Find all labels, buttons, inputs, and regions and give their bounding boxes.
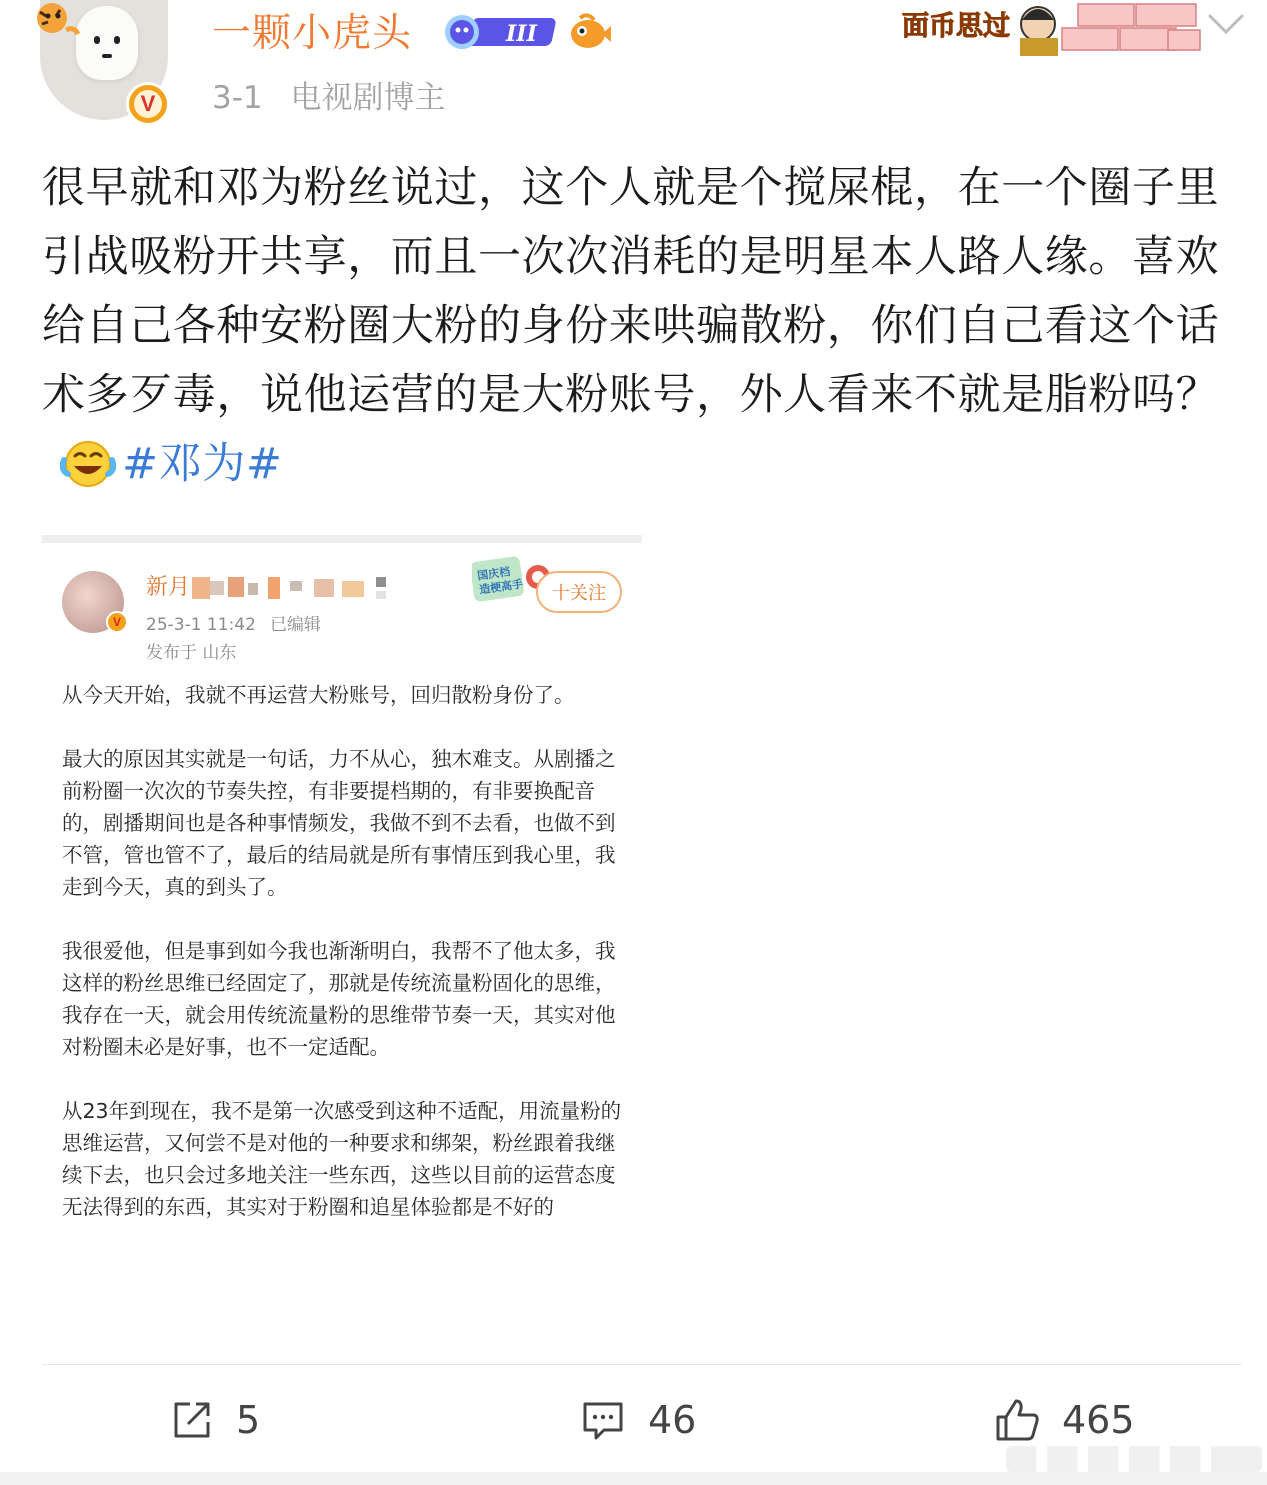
screenshot-verified-icon: V xyxy=(106,611,128,633)
author-role: 电视剧博主 xyxy=(290,80,446,116)
screenshot-timestamp: 25-3-1 11:42 已编辑 xyxy=(146,615,321,635)
post-meta xyxy=(212,76,446,120)
repost-count: 5 xyxy=(236,1398,261,1442)
verified-badge-icon: V xyxy=(126,82,170,126)
like-count: 465 xyxy=(1062,1398,1135,1442)
screenshot-paragraph: 我很爱他，但是事到如今我也渐渐明白，我帮不了他太多，我这样的粉丝思维已经固定了，那就是传统流量粉固化的思维，我存在一天，就会用传统流量粉的思维带节奏一天，其实对他对粉圈未必是好事，也不一定适配。 xyxy=(62,939,616,1059)
screenshot-paragraph: 从今天开始，我就不再运营大粉账号，回归散粉身份了。 xyxy=(62,683,575,707)
svg-text:III: III xyxy=(506,21,537,47)
screenshot-paragraph: 从23年到现在，我不是第一次感受到这种不适配，用流量粉的思维运营，又何尝不是对他的一种要求和绑架，粉丝跟着我继续下去，也只会过多地关注一些东西，这些以目前的运营态度无法得到的东西，其实对于粉圈和追星体验都是不好的 xyxy=(62,1099,622,1219)
svg-text:造梗高手: 造梗高手 xyxy=(478,578,524,597)
decoration-banner xyxy=(902,0,1202,56)
screenshot-body xyxy=(62,679,622,1255)
divider xyxy=(42,1364,1242,1365)
comment-count: 46 xyxy=(648,1398,697,1442)
tiger-decoration-icon xyxy=(30,0,82,40)
thumbs-up-icon xyxy=(994,1397,1040,1443)
money-stack-icon xyxy=(1018,0,1202,56)
fish-badge-icon xyxy=(568,12,612,52)
follow-button[interactable]: 十关注 xyxy=(536,571,622,613)
username[interactable]: 一颗小虎头 xyxy=(212,11,413,56)
embedded-screenshot[interactable] xyxy=(42,535,642,1328)
post-date: 3-1 xyxy=(212,80,263,116)
watermark xyxy=(1006,1446,1262,1472)
screenshot-username: 新月 xyxy=(146,575,191,600)
svg-text:国庆档: 国庆档 xyxy=(476,566,512,583)
like-button[interactable] xyxy=(994,1392,1135,1448)
chevron-down-icon[interactable] xyxy=(1206,8,1246,40)
post-text: 很早就和邓为粉丝说过，这个人就是个搅屎棍，在一个圈子里引战吸粉开共享，而且一次次消耗的是明星本人路人缘。喜欢给自己各种安粉圈大粉的身份来哄骗散粉，你们自己看这个话术多歹毒，说他运营的是大粉账号，外人看来不就是脂粉吗？ xyxy=(42,163,1220,420)
comment-icon xyxy=(580,1398,626,1442)
post-body xyxy=(42,154,1242,499)
share-icon xyxy=(170,1398,214,1442)
level-badge-icon xyxy=(442,12,560,52)
laughing-crying-emoji-icon xyxy=(60,438,116,488)
bottom-strip xyxy=(0,1472,1267,1485)
screenshot-location: 发布于 山东 xyxy=(146,643,237,663)
screenshot-paragraph: 最大的原因其实就是一句话，力不从心，独木难支。从剧播之前粉圈一次次的节奏失控，有非要提档期的，有非要换配音的，剧播期间也是各种事情频发，我做不到不去看，也做不到不管，管也管不了，最后的结局就是所有事情压到我心里，我走到今天，真的到头了。 xyxy=(62,747,616,899)
comment-button[interactable] xyxy=(580,1392,696,1448)
banner-text: 面币思过 xyxy=(902,11,1010,41)
mosaic-blur xyxy=(192,577,398,599)
plush-toy-image xyxy=(76,6,138,80)
hashtag-link[interactable]: #邓为# xyxy=(122,439,283,489)
repost-button[interactable] xyxy=(170,1392,260,1448)
